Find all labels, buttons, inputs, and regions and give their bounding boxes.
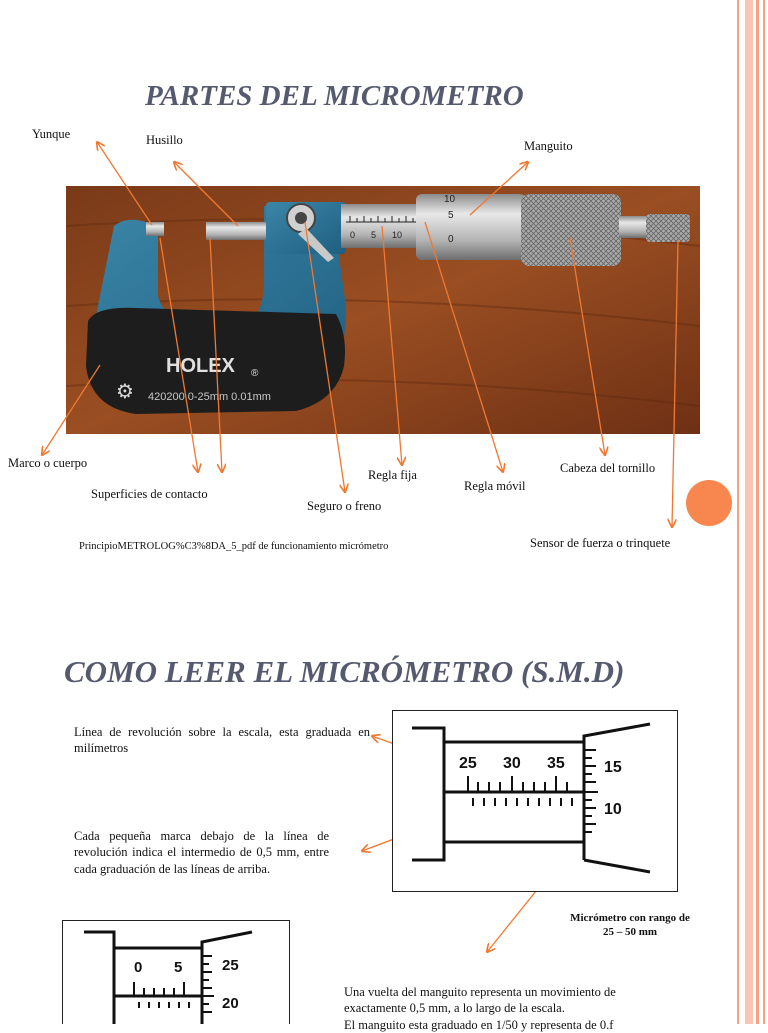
thimble-label: 25 [222, 957, 239, 974]
label-yunque: Yunque [32, 127, 71, 141]
arrow-cabeza [570, 238, 605, 455]
sleeve-label: 35 [547, 755, 565, 772]
micrometer-scale-diagram [392, 710, 678, 892]
brand-text: HOLEX [166, 355, 235, 377]
arrow-superficie-2 [210, 238, 222, 472]
slide1-title: PARTES DEL MICROMETRO [145, 80, 524, 112]
label-marco: Marco o cuerpo [8, 456, 88, 470]
arrow-seguro [305, 222, 345, 492]
arrow-regla-fija [382, 226, 402, 465]
thimble-num: 0 [448, 234, 454, 245]
arrow-sensor [672, 240, 678, 527]
label-husillo: Husillo [146, 133, 183, 147]
paragraph-thimble-turn [344, 984, 734, 1033]
sleeve-num: 5 [371, 230, 377, 240]
diagram-caption [550, 912, 710, 940]
sleeve-label: 25 [459, 755, 477, 772]
sleeve-label: 30 [503, 755, 521, 772]
para-line: El manguito esta graduado en 1/50 y representa de 0.f [344, 1017, 614, 1032]
thimble-label: 20 [222, 995, 239, 1012]
caption-line: 25 – 50 mm [602, 925, 658, 938]
micrometer-scale-diagram-zero [62, 920, 290, 1024]
arrow-regla-movil [425, 222, 503, 472]
label-regla-fija: Regla fija [368, 468, 417, 482]
sleeve-label: 0 [134, 959, 143, 976]
thimble-num: 5 [448, 210, 454, 221]
label-regla-movil: Regla móvil [464, 479, 526, 493]
arrow-marco [42, 365, 100, 455]
arrow-manguito [470, 162, 528, 215]
logo-mark: ⚙ [116, 381, 134, 403]
arrow-superficie-1 [160, 238, 198, 472]
thimble-label: 10 [604, 801, 622, 818]
thimble-label: 15 [604, 759, 622, 776]
source-note: PrincipioMETROLOG%C3%8DA_5_pdf de funcionamiento micrómetro [79, 541, 389, 552]
label-seguro: Seguro o freno [307, 499, 382, 513]
para-line: exactamente 0,5 mm, a lo largo de la escala. [344, 1001, 565, 1016]
label-sensor: Sensor de fuerza o trinquete [530, 536, 671, 550]
spec-text: 420200 0-25mm 0.01mm [148, 391, 271, 403]
label-superficies: Superficies de contacto [91, 487, 208, 501]
sleeve-num: 0 [350, 230, 356, 240]
slide2-title: COMO LEER EL MICRÓMETRO (S.M.D) [64, 654, 625, 689]
label-manguito: Manguito [524, 139, 573, 153]
caption-line: Micrómetro con rango de [570, 912, 690, 924]
label-cabeza: Cabeza del tornillo [560, 461, 656, 475]
sleeve-num: 10 [392, 230, 403, 240]
paragraph-revolution-line: Línea de revolución sobre la escala, esta graduada en milímetros [74, 725, 370, 756]
reg-mark: ® [251, 368, 259, 379]
para-line: Una vuelta del manguito representa un movimiento de [344, 985, 616, 999]
arrow-yunque [97, 142, 152, 225]
paragraph-half-mm: Cada pequeña marca debajo de la línea de revolución indica el intermedio de 0,5 mm, entre cada graduación de las líneas de arriba. [74, 829, 329, 876]
sleeve-label: 5 [174, 959, 183, 976]
arrow-husillo [174, 162, 238, 226]
thimble-num: 10 [444, 194, 456, 205]
